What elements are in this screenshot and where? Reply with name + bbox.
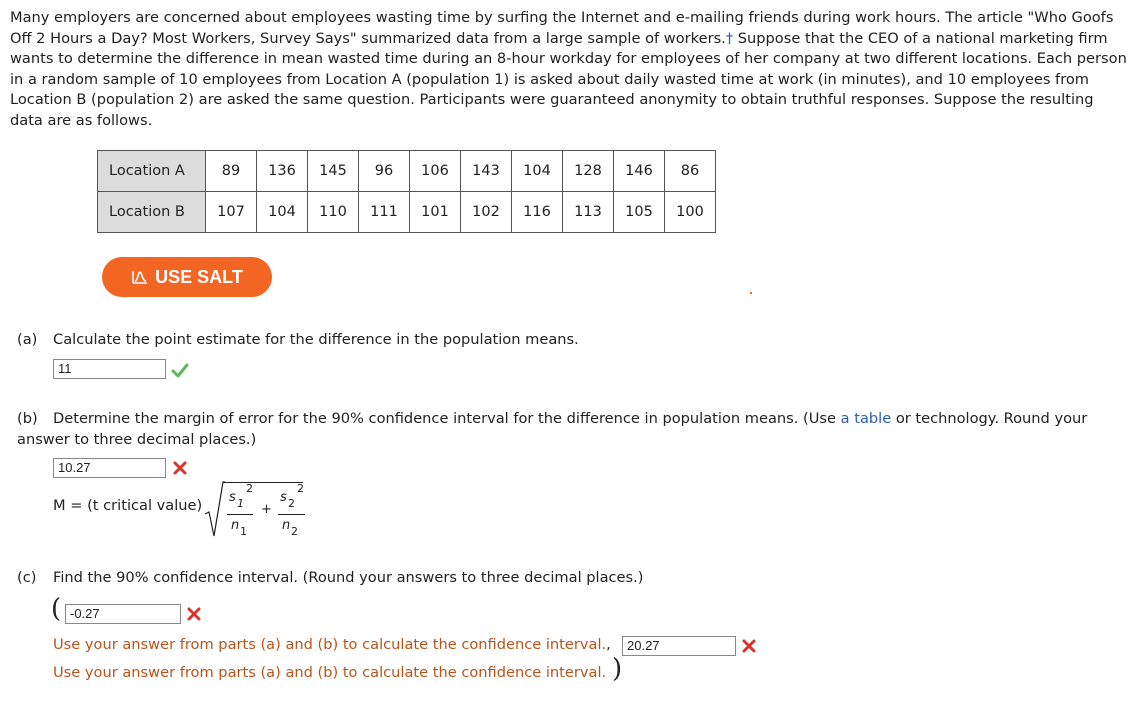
formula-s2-sup: 2 xyxy=(297,482,304,495)
formula-s2: s xyxy=(280,490,287,505)
interval-comma: , xyxy=(606,636,611,653)
incorrect-x-icon xyxy=(186,606,202,622)
table-cell: 96 xyxy=(359,151,410,192)
correct-check-icon xyxy=(171,362,189,380)
part-a-letter: (a) xyxy=(17,331,38,348)
part-c-upper-input[interactable]: 20.27 xyxy=(622,636,736,656)
formula-s1-sub: 1 xyxy=(237,497,244,510)
use-salt-label: USE SALT xyxy=(155,266,243,287)
fraction-bar xyxy=(278,514,305,515)
salt-chart-icon xyxy=(131,268,149,286)
table-cell: 146 xyxy=(614,151,665,192)
square-root-icon xyxy=(203,480,225,540)
table-cell: 110 xyxy=(308,192,359,233)
table-cell: 106 xyxy=(410,151,461,192)
table-cell: 89 xyxy=(206,151,257,192)
part-b-answer-input[interactable]: 10.27 xyxy=(53,458,166,478)
open-paren: ( xyxy=(51,594,62,624)
part-a-question xyxy=(17,330,579,351)
formula-n2: n xyxy=(282,518,291,533)
formula-n1-sub: 1 xyxy=(240,525,247,538)
incorrect-x-icon xyxy=(741,638,757,654)
table-cell: 128 xyxy=(563,151,614,192)
table-cell: 111 xyxy=(359,192,410,233)
table-cell: 116 xyxy=(512,192,563,233)
table-cell: 136 xyxy=(257,151,308,192)
formula-s1-sup: 2 xyxy=(246,482,253,495)
table-cell: 107 xyxy=(206,192,257,233)
table-cell: 101 xyxy=(410,192,461,233)
problem-statement xyxy=(10,8,1130,132)
hint-text-2: Use your answer from parts (a) and (b) to calculate the confidence interval. xyxy=(53,664,607,681)
use-salt-button[interactable] xyxy=(102,257,272,297)
part-b-letter: (b) xyxy=(17,410,38,427)
row-header: Location A xyxy=(98,151,206,192)
table-cell: 102 xyxy=(461,192,512,233)
part-c-question xyxy=(17,568,643,589)
incorrect-x-icon xyxy=(172,460,188,476)
radical-bar xyxy=(223,482,303,483)
intro-text-start: Many employers are concerned about employees wasting time by surfing the Internet and e-mailing friends during work hours. The article "Who Goofs Off 2 Hours a Day? Most Workers, Survey Says" summarized data from a large sample of workers. xyxy=(10,9,1114,47)
footnote-dagger-link[interactable]: † xyxy=(725,29,734,47)
table-cell: 104 xyxy=(257,192,308,233)
fraction-bar xyxy=(227,514,253,515)
part-a-answer-input[interactable]: 11 xyxy=(53,359,166,379)
table-cell: 100 xyxy=(665,192,716,233)
table-row-location-a xyxy=(98,151,716,192)
formula-plus: + xyxy=(261,502,272,517)
hint-text-1: Use your answer from parts (a) and (b) to calculate the confidence interval. xyxy=(53,636,607,653)
formula-n2-sub: 2 xyxy=(291,525,298,538)
part-c-lower-input[interactable]: -0.27 xyxy=(65,604,181,624)
table-cell: 143 xyxy=(461,151,512,192)
table-cell: 113 xyxy=(563,192,614,233)
row-header: Location B xyxy=(98,192,206,233)
part-c-hint-2 xyxy=(53,664,606,681)
part-b-text-end: or technology. Round your answer to three decimal places.) xyxy=(17,410,1088,448)
formula-lhs: M = (t critical value) xyxy=(53,497,203,514)
formula-s1: s xyxy=(229,490,236,505)
table-cell: 105 xyxy=(614,192,665,233)
part-b-text-start: Determine the margin of error for the 90% confidence interval for the difference in population means. (Use xyxy=(53,410,841,427)
table-row-location-b xyxy=(98,192,716,233)
part-c-text: Find the 90% confidence interval. (Round your answers to three decimal places.) xyxy=(53,569,644,586)
close-paren: ) xyxy=(612,654,623,684)
decorative-dot xyxy=(750,292,752,294)
part-c-hint-1 xyxy=(53,636,611,653)
formula-n1: n xyxy=(231,518,240,533)
intro-text-end: Suppose that the CEO of a national marketing firm wants to determine the difference in mean wasted time during an 8-hour workday for employees of her company at two different locations. Each person in a random sample of 10 employees from Location A (population 1) is asked about daily wasted time at work (in minutes), and 10 employees from Location B (population 2) are asked the same question. Participants were guaranteed anonymity to obtain truthful responses. Suppose the resulting data are as follows. xyxy=(10,29,1127,129)
table-cell: 145 xyxy=(308,151,359,192)
formula-s2-sub: 2 xyxy=(288,497,295,510)
part-b-question xyxy=(17,409,1117,450)
part-c-letter: (c) xyxy=(17,569,37,586)
data-table xyxy=(97,150,716,233)
table-link[interactable]: a table xyxy=(840,410,892,427)
table-cell: 104 xyxy=(512,151,563,192)
table-cell: 86 xyxy=(665,151,716,192)
part-a-text: Calculate the point estimate for the difference in the population means. xyxy=(53,331,579,348)
